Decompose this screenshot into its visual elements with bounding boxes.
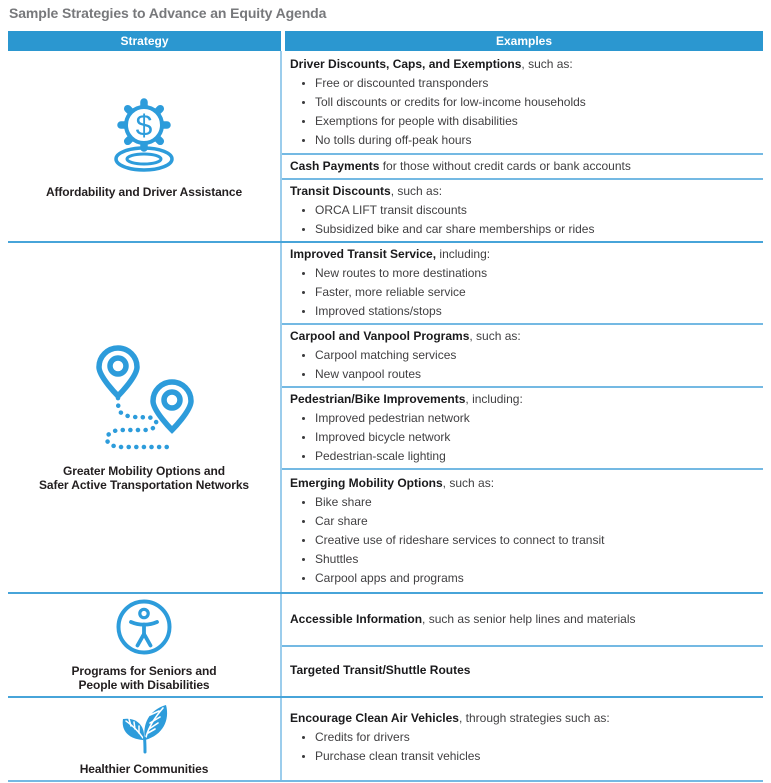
strategy-cell bbox=[8, 594, 282, 696]
example-heading: Accessible Information bbox=[290, 612, 423, 626]
example-heading-line bbox=[290, 709, 755, 728]
strategy-label bbox=[72, 664, 217, 692]
example-bullet: • New vanpool routes bbox=[315, 365, 755, 384]
example-detail: , such as: bbox=[521, 56, 573, 71]
example-bullet: • Creative use of rideshare services to connect to transit bbox=[315, 531, 755, 550]
example-group bbox=[282, 594, 763, 647]
example-heading: Cash Payments bbox=[290, 159, 380, 173]
example-detail: , such as: bbox=[390, 184, 443, 198]
example-heading: Targeted Transit/Shuttle Routes bbox=[290, 662, 471, 677]
strategy-label-line: Safer Active Transportation Networks bbox=[38, 477, 249, 492]
example-heading-line bbox=[290, 610, 755, 629]
strategy-label bbox=[80, 762, 209, 776]
example-group bbox=[282, 698, 763, 777]
example-group bbox=[282, 243, 763, 325]
example-heading: Encourage Clean Air Vehicles bbox=[290, 711, 459, 725]
example-bullet: • Bike share bbox=[315, 493, 755, 512]
example-group bbox=[282, 388, 763, 470]
accessibility-icon bbox=[115, 598, 173, 656]
example-bullet: • ORCA LIFT transit discounts bbox=[315, 201, 755, 220]
example-detail: , such as: bbox=[442, 476, 495, 490]
example-heading-line bbox=[290, 390, 755, 409]
example-heading: Carpool and Vanpool Programs bbox=[290, 329, 470, 343]
example-bullet: • Pedestrian-scale lighting bbox=[315, 447, 755, 466]
example-bullet: • Exemptions for people with disabilities bbox=[315, 112, 755, 131]
example-heading-line bbox=[290, 327, 755, 346]
example-bullet: • Carpool matching services bbox=[315, 346, 755, 365]
example-bullet: • Purchase clean transit vehicles bbox=[315, 747, 755, 766]
example-detail: including: bbox=[436, 247, 491, 261]
column-header-examples: Examples bbox=[285, 31, 763, 51]
example-group bbox=[282, 155, 763, 180]
example-group bbox=[282, 647, 763, 693]
strategy-label bbox=[46, 185, 242, 199]
example-detail: , including: bbox=[465, 392, 523, 406]
example-bullet: • Car share bbox=[315, 512, 755, 531]
table-header-row bbox=[8, 31, 763, 51]
example-heading: Driver Discounts, Caps, and Exemptions bbox=[290, 56, 522, 71]
example-bullets bbox=[290, 346, 755, 384]
example-detail: , such as: bbox=[469, 329, 521, 343]
page bbox=[0, 5, 771, 782]
example-bullet: • Faster, more reliable service bbox=[315, 283, 755, 302]
example-heading-line bbox=[290, 157, 755, 176]
example-heading-line bbox=[290, 245, 755, 264]
gear-dollar-icon bbox=[104, 93, 184, 177]
table-row bbox=[8, 592, 763, 696]
example-group bbox=[282, 180, 763, 241]
example-heading-line bbox=[290, 182, 755, 201]
example-bullet: • New routes to more destinations bbox=[315, 264, 755, 283]
example-bullet: • Improved pedestrian network bbox=[315, 409, 755, 428]
leaf-icon bbox=[117, 702, 171, 754]
table-body bbox=[8, 51, 763, 780]
column-header-strategy: Strategy bbox=[8, 31, 281, 51]
example-bullets bbox=[290, 264, 755, 321]
example-bullet: • Improved stations/stops bbox=[315, 302, 755, 321]
example-bullet: • Free or discounted transponders bbox=[315, 74, 755, 93]
example-heading: Improved Transit Service, bbox=[290, 247, 437, 261]
example-group bbox=[282, 325, 763, 388]
strategy-label-line: Affordability and Driver Assistance bbox=[45, 185, 243, 199]
strategy-cell bbox=[8, 698, 282, 780]
svg-text:$: $ bbox=[135, 109, 153, 143]
example-heading-line bbox=[290, 55, 755, 74]
strategy-label-line: Programs for Seniors and bbox=[71, 664, 217, 678]
examples-cell bbox=[282, 243, 763, 592]
example-bullets bbox=[290, 493, 755, 588]
table-row bbox=[8, 696, 763, 780]
example-heading-line bbox=[290, 661, 755, 680]
example-detail: for those without credit cards or bank accounts bbox=[379, 159, 631, 173]
strategy-label-line: Healthier Communities bbox=[79, 762, 209, 776]
examples-cell bbox=[282, 594, 763, 696]
strategy-cell bbox=[8, 51, 282, 241]
example-bullet: • Subsidized bike and car share memberships or rides bbox=[315, 220, 755, 239]
example-bullet: • Carpool apps and programs bbox=[315, 569, 755, 588]
example-bullet: • Shuttles bbox=[315, 550, 755, 569]
examples-cell bbox=[282, 51, 763, 241]
example-detail: , such as senior help lines and materials bbox=[422, 612, 636, 626]
example-bullets bbox=[290, 74, 755, 150]
example-bullets bbox=[290, 409, 755, 466]
strategy-label-line: Greater Mobility Options and bbox=[63, 463, 225, 478]
strategy-label bbox=[39, 464, 249, 492]
example-bullet: • No tolls during off-peak hours bbox=[315, 131, 755, 150]
example-heading: Emerging Mobility Options bbox=[290, 476, 443, 490]
strategy-label-line: People with Disabilities bbox=[78, 678, 210, 692]
example-group bbox=[282, 51, 763, 155]
example-bullet: • Improved bicycle network bbox=[315, 428, 755, 447]
strategies-table bbox=[8, 31, 763, 782]
example-bullet: • Credits for drivers bbox=[315, 728, 755, 747]
example-detail: , through strategies such as: bbox=[458, 711, 610, 725]
example-bullets bbox=[290, 728, 755, 766]
example-bullets bbox=[290, 201, 755, 239]
example-heading-line bbox=[290, 474, 755, 493]
example-group bbox=[282, 470, 763, 592]
example-heading: Transit Discounts bbox=[290, 184, 391, 198]
table-row bbox=[8, 51, 763, 241]
page-title: Sample Strategies to Advance an Equity Agenda bbox=[9, 5, 327, 21]
strategy-cell bbox=[8, 243, 282, 592]
route-pins-icon bbox=[92, 344, 196, 456]
examples-cell bbox=[282, 698, 763, 780]
example-bullet: • Toll discounts or credits for low-income households bbox=[315, 93, 755, 112]
example-heading: Pedestrian/Bike Improvements bbox=[290, 392, 466, 406]
table-row bbox=[8, 241, 763, 592]
